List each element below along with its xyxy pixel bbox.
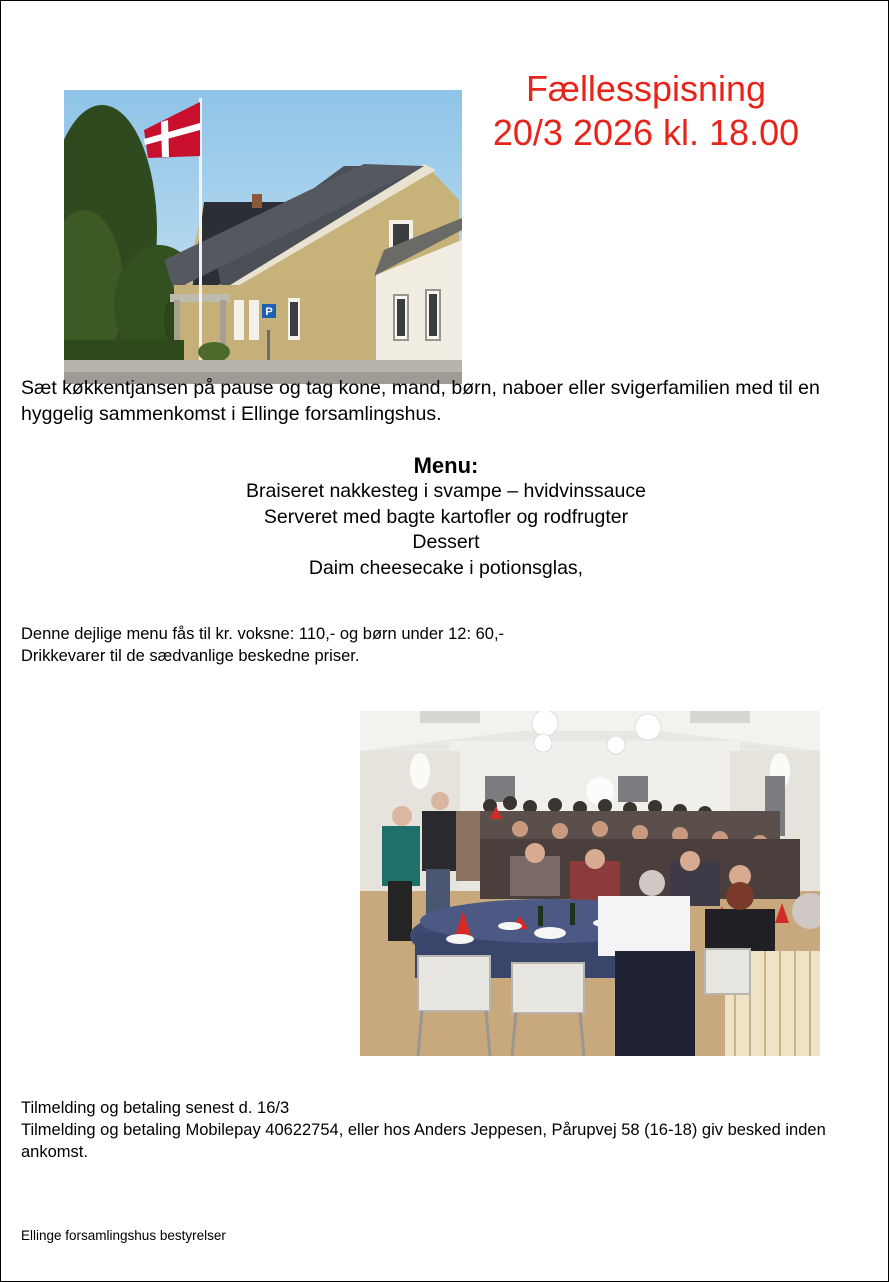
- svg-text:P: P: [265, 306, 273, 318]
- menu-item: Daim cheesecake i potionsglas,: [308, 556, 584, 579]
- community-house-photo: [64, 90, 462, 384]
- event-title-line1: Fællesspisning: [525, 68, 767, 109]
- menu-item: Dessert: [412, 531, 480, 553]
- dining-hall-photo: [360, 711, 820, 1056]
- menu-item: Serveret med bagte kartofler og rodfrugter: [263, 505, 629, 528]
- footer-signature: Ellinge forsamlingshus bestyrelser: [21, 1228, 226, 1243]
- signup-deadline: Tilmelding og betaling senest d. 16/3: [21, 1099, 290, 1117]
- event-date-time: 20/3 2026 kl. 18.00: [492, 112, 800, 153]
- menu-section: [91, 453, 801, 581]
- signup-info: [21, 1097, 861, 1163]
- menu-heading: Menu:: [413, 453, 479, 478]
- price-line: Denne dejlige menu fås til kr. voksne: 110,- og børn under 12: 60,-: [21, 625, 505, 643]
- intro-text: Sæt køkkentjansen på pause og tag kone, mand, børn, naboer eller svigerfamilien med til en hyggelig sammenkomst i Ellinge forsamlingshus.: [21, 377, 820, 425]
- menu-item: Braiseret nakkesteg i svampe – hvidvinssauce: [246, 480, 646, 502]
- drinks-line: Drikkevarer til de sædvanlige beskedne priser.: [21, 647, 360, 665]
- event-title: [471, 67, 821, 155]
- signup-payment: Tilmelding og betaling Mobilepay 40622754, eller hos Anders Jeppesen, Pårupvej 58 (16-18) giv besked inden ankomst.: [21, 1121, 826, 1161]
- price-info: [21, 623, 721, 667]
